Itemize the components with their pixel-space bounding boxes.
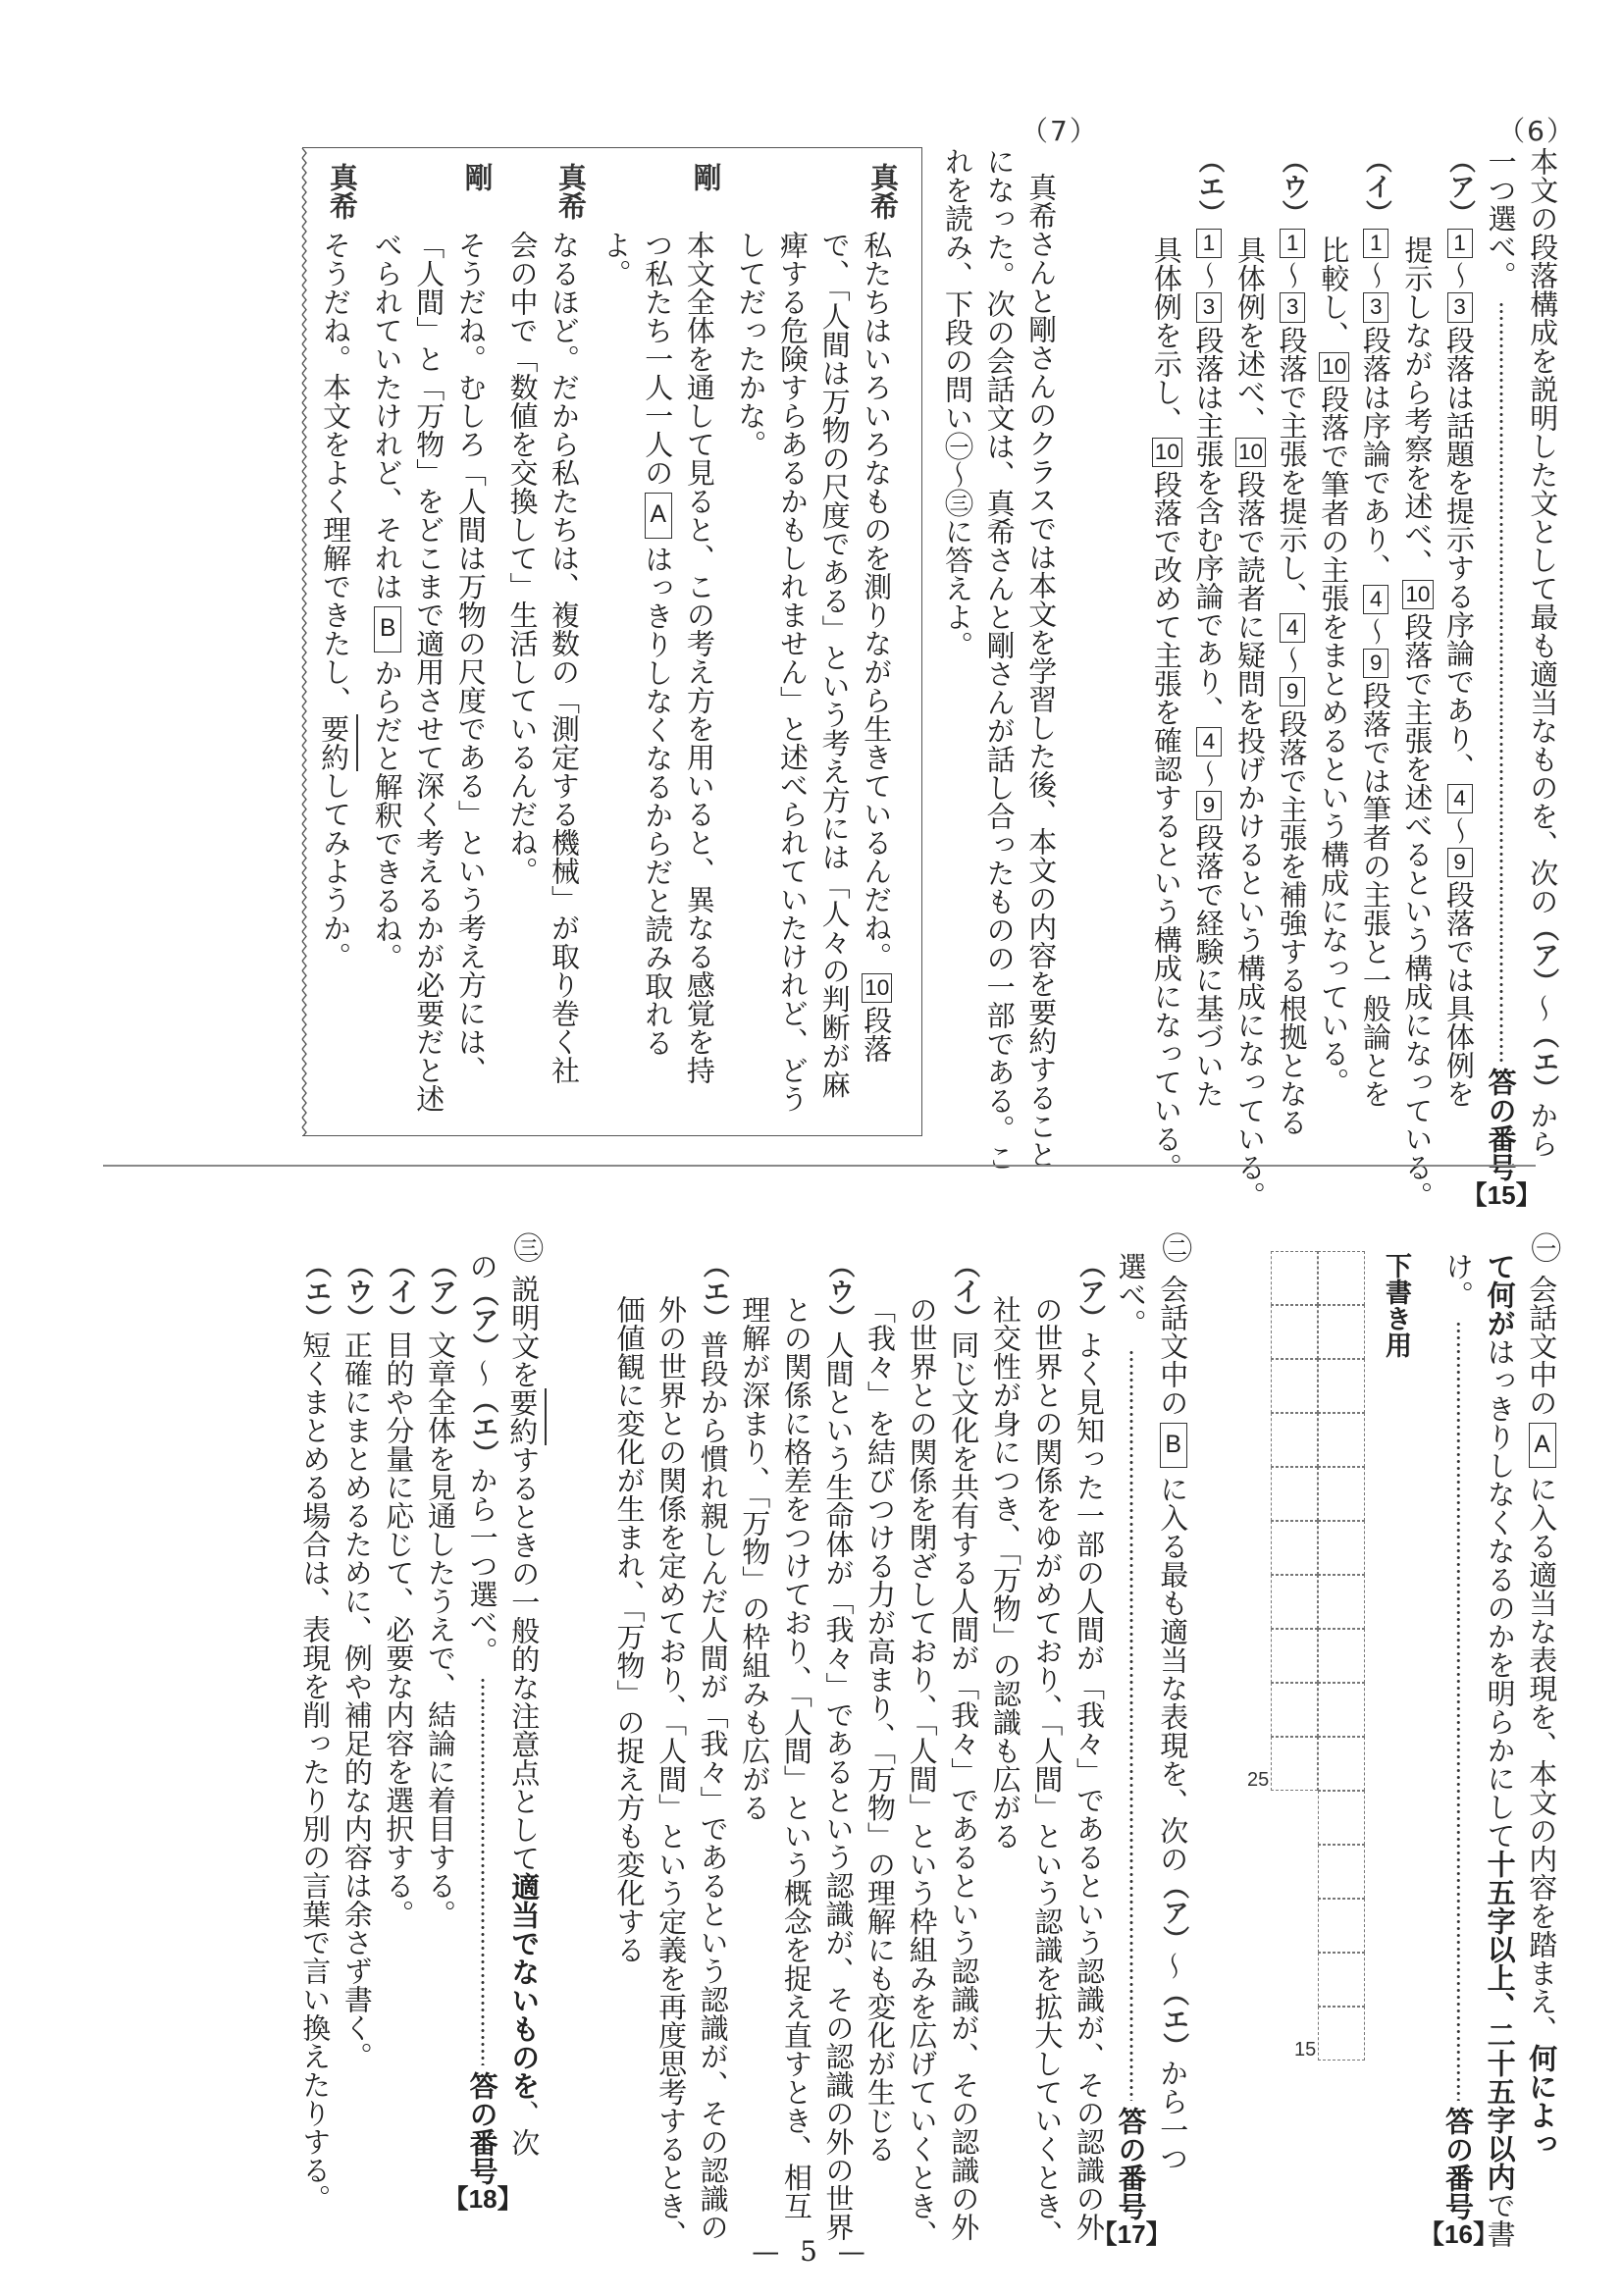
answer-number: 【17】 — [1091, 2218, 1172, 2249]
blank-box: A — [645, 493, 672, 539]
draft-grid-cell — [1318, 1899, 1365, 1953]
answer-number-label: 答の番号 — [465, 2070, 499, 2185]
choice-label: （イ） — [949, 1252, 980, 1331]
text-segment: の — [465, 1252, 499, 1281]
text-line — [1272, 147, 1314, 1210]
choice-label: （エ） — [1528, 1022, 1559, 1102]
blank-box: A — [1529, 1423, 1556, 1469]
paragraph-number-box: 9 — [1447, 848, 1473, 877]
text-segment: 段落で主張を提示し、 — [1275, 325, 1309, 610]
dialogue-text — [315, 148, 898, 1113]
dialogue-box — [302, 147, 922, 1136]
text-segment: 具体例を述べ、 — [1233, 235, 1268, 435]
dotted-leader — [462, 1677, 504, 2065]
text-segment: 外の世界との関係を定めており、「人間」という定義を再度思考するとき、 — [654, 1294, 689, 2249]
text-line — [1146, 147, 1188, 1210]
subquestion-2 — [609, 1232, 1194, 2248]
text-segment: に入る適当な表現を、本文の内容を踏まえ、 — [1525, 1474, 1559, 2044]
text-line — [1027, 1232, 1070, 2248]
paragraph-number-box: 4 — [1280, 613, 1305, 643]
dialogue-line — [408, 148, 450, 1113]
choice-label: （エ） — [698, 1252, 729, 1331]
paragraph-number-box: 10 — [1319, 352, 1349, 382]
blank-box: B — [374, 606, 401, 652]
text-segment: はっきりしなくなるからだと読み取れる — [641, 544, 675, 1057]
text-segment: 人間という生命体が「我々」であるという認識が、その認識の外の世界 — [821, 1331, 856, 2242]
text-segment: してだったかな。 — [734, 231, 768, 458]
dialogue-line — [596, 148, 638, 1113]
text-segment: 選べ。 — [1114, 1252, 1148, 1338]
question-6-text — [1146, 147, 1564, 1210]
text-segment: 私たちはいろいろなものを測りながら生きているんだね。 — [860, 231, 894, 970]
text-line — [337, 1232, 379, 2213]
text-segment: 段落で経験に基づいた — [1191, 823, 1226, 1109]
text-segment: 段落では具体例を — [1442, 880, 1477, 1109]
question-7-label: （7） — [1021, 115, 1099, 147]
question-number-circled: ㊀ — [1525, 1232, 1560, 1263]
text-line — [503, 1232, 546, 2213]
text-segment: 〜 — [1156, 1951, 1190, 1980]
paragraph-number-box: 9 — [1280, 677, 1305, 706]
text-segment: 正確にまとめるために、例や補足的な内容は余さず書く。 — [340, 1331, 374, 2071]
text-segment: 〜 — [1358, 616, 1392, 646]
text-segment: 同じ文化を共有する人間が「我々」であるという認識が、その認識の外 — [947, 1331, 981, 2242]
text-line — [1480, 1232, 1522, 2248]
draft-grid-cell — [1271, 1413, 1318, 1467]
speaker-name: 真希 — [553, 163, 588, 220]
text-line — [776, 1232, 818, 2248]
text-segment: から一つ選べ。 — [465, 1466, 499, 1666]
dialogue-line — [814, 148, 857, 1113]
text-segment: に入る最も適当な表現を、次の — [1156, 1474, 1190, 1873]
text-segment: してみようか。 — [319, 771, 353, 970]
text-line — [1355, 147, 1397, 1210]
choice-label: （ア） — [1074, 1252, 1106, 1331]
dotted-leader — [1438, 1321, 1480, 2101]
text-segment: 会話文中の — [1156, 1274, 1190, 1417]
draft-grid-cell — [1271, 1683, 1318, 1737]
text-segment: との関係に格差をつけており、「人間」という概念を捉え直すとき、相互 — [779, 1294, 813, 2220]
draft-grid-cell — [1318, 1521, 1365, 1575]
blank-box: B — [1160, 1423, 1187, 1469]
text-line — [860, 1232, 902, 2248]
bold-text: 十五字以上、二十五字以内 — [1483, 1850, 1517, 2192]
dotted-leader — [1481, 301, 1523, 1063]
dialogue-line — [772, 148, 814, 1113]
draft-grid-cell — [1318, 1467, 1365, 1521]
text-segment: 〜 — [465, 1359, 499, 1388]
text-segment: つ私たち一人一人の — [641, 231, 675, 487]
text-segment: の世界との関係を閉ざしており、「人間」という枠組みを広げていくとき、 — [905, 1294, 939, 2249]
draft-grid-cell — [1318, 1791, 1365, 1845]
draft-grid-cell — [1271, 1737, 1318, 1791]
character-count-mark: 15 — [1294, 2039, 1317, 2061]
dialogue-line — [679, 148, 721, 1113]
paragraph-number-box: 9 — [1363, 649, 1388, 678]
text-segment: 段落では筆者の主張と一般論とを — [1358, 681, 1392, 1109]
text-line — [1397, 147, 1440, 1210]
text-segment: になった。次の会話文は、真希さんと剛さんが話し合ったものの一部である。こ — [982, 147, 1017, 1172]
text-segment: 一つ選べ。 — [1484, 147, 1518, 289]
text-line — [902, 1232, 944, 2248]
text-line — [294, 1232, 337, 2213]
text-line — [609, 1232, 652, 2248]
draft-grid-cell — [1318, 1737, 1365, 1791]
subquestion-1 — [1418, 1232, 1563, 2249]
text-segment: 説明文を — [507, 1274, 542, 1388]
paragraph-number-box: 9 — [1196, 791, 1222, 820]
question-7-text — [937, 147, 1063, 1172]
choice-label: （ア） — [426, 1252, 457, 1331]
choice-label: （エ） — [300, 1252, 332, 1331]
paragraph-number-box: 3 — [1196, 292, 1222, 322]
text-segment: 〜 — [1191, 758, 1226, 788]
draft-grid-cell — [1271, 1629, 1318, 1683]
speaker-name: 剛 — [460, 163, 495, 191]
section-divider — [103, 1165, 1536, 1167]
draft-grid-cell — [1271, 1467, 1318, 1521]
text-segment: 本文全体を通して見ると、この考え方を用いると、異なる感覚を持 — [682, 231, 716, 1084]
wavy-border — [296, 148, 308, 1135]
paragraph-number-box: 10 — [1402, 580, 1433, 609]
question-6-label: （6） — [1497, 115, 1576, 147]
text-segment: 〜 — [1275, 645, 1309, 674]
text-line — [1069, 1232, 1111, 2248]
draft-grid-cell — [1318, 1845, 1365, 1899]
text-segment: 〜 — [1191, 261, 1226, 290]
paragraph-number-box: 1 — [1363, 229, 1388, 258]
text-line — [818, 1232, 861, 2248]
answer-number: 【16】 — [1418, 2218, 1499, 2249]
dialogue-line — [856, 148, 898, 1113]
choice-label: （エ） — [467, 1387, 498, 1467]
draft-grid-cell — [1318, 1251, 1365, 1305]
text-segment: するときの一般的な注意点として — [507, 1444, 542, 1872]
text-segment: 価値観に変化が生まれ、「万物」の捉え方も変化する — [612, 1294, 647, 1964]
text-segment: の世界との関係をゆがめており、「人間」という認識を拡大していくとき、 — [1030, 1294, 1065, 2249]
text-line — [1522, 147, 1564, 1210]
choice-label: （エ） — [1193, 147, 1225, 227]
draft-grid-cell — [1318, 1359, 1365, 1413]
text-segment: 普段から慣れ親しんだ人間が「我々」であるという認識が、その認識の — [696, 1331, 730, 2242]
answer-number: 【15】 — [1461, 1180, 1542, 1211]
text-segment: 会話文中の — [1525, 1274, 1559, 1417]
text-line — [1461, 147, 1542, 1211]
draft-grid-cell — [1271, 1575, 1318, 1629]
paragraph-number-box: 1 — [1280, 229, 1305, 258]
paragraph-number-box: 10 — [1152, 438, 1182, 467]
text-line — [1230, 147, 1272, 1210]
paragraph-number-box: 3 — [1280, 292, 1305, 322]
text-segment: よく見知った一部の人間が「我々」であるという認識が、その認識の外 — [1073, 1331, 1107, 2242]
answer-number-label: 答の番号 — [1114, 2106, 1148, 2220]
text-segment: 〜 — [1358, 261, 1392, 290]
dialogue-line — [502, 148, 545, 1113]
paragraph-number-box: 1 — [1196, 229, 1222, 258]
draft-grid-cell — [1318, 1683, 1365, 1737]
text-segment: からだと解釈できるね。 — [370, 657, 404, 971]
text-line — [979, 147, 1021, 1172]
text-segment: 段落で主張を補強する根拠となる — [1275, 709, 1309, 1137]
choice-label: （ア） — [467, 1280, 498, 1360]
text-segment: 社交性が身につき、「万物」の認識も広がる — [988, 1294, 1022, 1851]
draft-grid-cell — [1318, 1575, 1365, 1629]
page-number: — 5 — — [752, 2235, 871, 2268]
text-line — [937, 147, 979, 1172]
text-segment: 〜 — [1442, 815, 1477, 845]
text-segment: 段落 — [860, 1006, 894, 1064]
paragraph-number-box: 1 — [1447, 229, 1473, 258]
paragraph-number-box: 3 — [1447, 292, 1473, 322]
paragraph-number-box: 4 — [1196, 727, 1222, 757]
text-segment: 段落は主張を含む序論であり、 — [1191, 325, 1226, 724]
text-segment: 段落で改めて主張を確認するという構成になっている。 — [1149, 470, 1183, 1182]
text-line — [1188, 147, 1230, 1210]
bold-text: 何によっ — [1525, 2043, 1559, 2158]
text-line — [985, 1232, 1027, 2248]
draft-grid-cell — [1318, 1305, 1365, 1359]
text-line — [734, 1232, 776, 2248]
text-segment: 段落は話題を提示する序論であり、 — [1442, 325, 1477, 781]
text-segment: 短くまとめる場合は、表現を削ったり別の言葉で言い換えたりする。 — [298, 1331, 333, 2214]
draft-grid-cell — [1318, 1953, 1365, 2007]
text-segment: 〜 — [1526, 994, 1560, 1023]
draft-label: 下書き用 — [1381, 1252, 1411, 1358]
text-segment: べられていたけれど、それは — [370, 231, 404, 600]
text-line — [1313, 147, 1355, 1210]
text-segment: 本文の段落構成を説明した文として最も適当なものを、次の — [1526, 147, 1560, 915]
sidelined-text: 要約 — [502, 1388, 547, 1445]
text-line — [379, 1232, 421, 2213]
text-segment: 提示しながら考察を述べ、 — [1400, 235, 1435, 577]
choice-label: （ウ） — [823, 1252, 855, 1331]
answer-number: 【18】 — [443, 2183, 523, 2214]
choice-label: （ア） — [1158, 1872, 1189, 1952]
text-segment: 、次 — [507, 2099, 542, 2157]
text-segment: で、「人間は万物の尺度である」という考え方には「人々の判断が麻 — [817, 231, 852, 1099]
answer-number-label: 答の番号 — [1484, 1068, 1518, 1182]
choice-label: （イ） — [1360, 147, 1391, 227]
speaker-name: 剛 — [689, 163, 723, 191]
draft-grid-cell — [1271, 1251, 1318, 1305]
dialogue-line — [637, 148, 679, 1113]
text-segment: 〜 — [1442, 261, 1477, 290]
text-segment: れを読み、下段の問い㊀〜㊂に答えよ。 — [941, 147, 975, 659]
paragraph-number-box: 10 — [1235, 438, 1266, 467]
draft-grid-cell — [1318, 1413, 1365, 1467]
speaker-name: 真希 — [866, 163, 900, 220]
subquestion-3 — [294, 1232, 546, 2213]
text-line — [1091, 1232, 1172, 2249]
question-number-circled: ㊁ — [1156, 1232, 1191, 1263]
paragraph-number-box: 3 — [1363, 292, 1388, 322]
text-line — [943, 1232, 985, 2248]
choice-label: （エ） — [1158, 1979, 1189, 2059]
text-segment: 文章全体を見通したうえで、結論に着目する。 — [424, 1331, 458, 1929]
text-segment: 「人間」と「万物」をどこまで適用させて深く考えるかが必要だと述 — [412, 231, 446, 1113]
character-count-mark: 25 — [1247, 1769, 1270, 1791]
text-line — [1521, 1232, 1563, 2248]
text-segment: 「我々」を結びつける力が高まり、「万物」の理解にも変化が生じる — [864, 1294, 898, 2164]
speaker-name: 真希 — [325, 163, 359, 220]
draft-grid-cell — [1271, 1359, 1318, 1413]
dialogue-line — [315, 148, 357, 1113]
choice-label: （イ） — [384, 1252, 415, 1331]
answer-number-label: 答の番号 — [1441, 2106, 1476, 2220]
text-segment: 段落で読者に疑問を投げかけるという構成になっている。 — [1233, 470, 1268, 1211]
text-segment: そうだね。本文をよく理解できたし、 — [319, 231, 353, 714]
text-line — [651, 1232, 693, 2248]
paragraph-number-box: 4 — [1363, 585, 1388, 614]
choice-label: （ウ） — [1277, 147, 1308, 227]
text-segment: 痺する危険すらあるかもしれません」と述べられていたけれど、どう — [776, 231, 811, 1113]
text-line — [1152, 1232, 1194, 2248]
text-line — [693, 1232, 735, 2248]
text-segment: 比較し、 — [1317, 235, 1351, 349]
draft-grid-cell — [1318, 1629, 1365, 1683]
sidelined-text: 要約 — [314, 714, 358, 771]
dialogue-line — [731, 148, 773, 1113]
dialogue-line — [367, 148, 409, 1113]
dotted-leader — [1111, 1349, 1153, 2101]
choice-label: （ア） — [1444, 147, 1476, 227]
text-segment: 目的や分量に応じて、必要な内容を選択する。 — [382, 1331, 416, 1929]
choice-label: （ア） — [1528, 915, 1559, 995]
text-segment: け。 — [1441, 1252, 1476, 1310]
dialogue-line — [450, 148, 493, 1113]
draft-grid-cell — [1271, 1521, 1318, 1575]
text-segment: から一つ — [1156, 2058, 1190, 2172]
text-segment: 会の中で「数値を交換して」生活しているんだね。 — [505, 231, 540, 885]
text-segment: で書 — [1483, 2191, 1517, 2249]
text-segment: 理解が深まり、「万物」の枠組みも広がる — [738, 1294, 772, 1822]
choice-label: （ウ） — [341, 1252, 373, 1331]
dialogue-line — [544, 148, 586, 1113]
text-segment: 具体例を示し、 — [1149, 235, 1183, 435]
bold-text: て何が — [1483, 1252, 1517, 1338]
paragraph-number-box: 10 — [862, 973, 892, 1003]
text-line — [1021, 147, 1063, 1172]
text-segment: 〜 — [1275, 261, 1309, 290]
text-segment: よ。 — [599, 231, 633, 287]
draft-grid-cell — [1271, 1305, 1318, 1359]
paragraph-number-box: 4 — [1447, 784, 1473, 813]
text-line — [420, 1232, 462, 2213]
bold-text: 適当でないものを — [507, 1871, 542, 2100]
text-segment: 段落で主張を述べるという構成になっている。 — [1400, 612, 1435, 1211]
text-line — [1418, 1232, 1499, 2249]
text-segment: はっきりしなくなるのかを明らかにして — [1483, 1337, 1517, 1851]
text-segment: 段落で筆者の主張をまとめるという構成になっている。 — [1317, 385, 1351, 1097]
text-segment: から — [1526, 1101, 1560, 1159]
text-segment: 真希さんと剛さんのクラスでは本文を学習した後、本文の内容を要約すること — [1024, 173, 1059, 1170]
text-segment: そうだね。むしろ「人間は万物の尺度である」という考え方には、 — [453, 231, 488, 1084]
draft-grid-cell — [1318, 2007, 1365, 2061]
text-segment: なるほど。だから私たちは、複数の「測定する機械」が取り巻く社 — [548, 231, 582, 1084]
question-number-circled: ㊂ — [507, 1232, 543, 1263]
text-segment: 段落は序論であり、 — [1358, 325, 1392, 582]
text-line — [1439, 147, 1481, 1210]
